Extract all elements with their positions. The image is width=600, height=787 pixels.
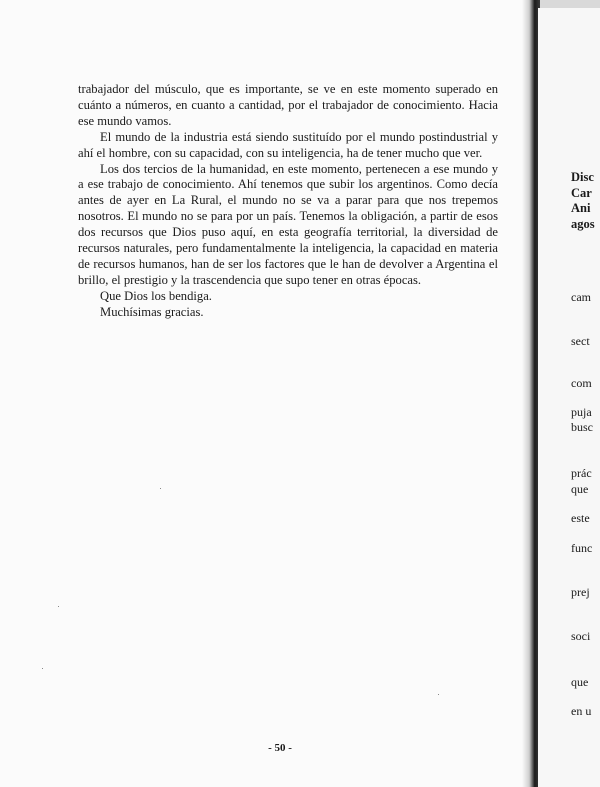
scan-speck [58, 606, 59, 607]
right-line-fragment: este [571, 511, 590, 525]
heading-fragment: agos [571, 216, 595, 231]
right-line-fragment: sect [571, 334, 590, 348]
right-page [538, 8, 600, 787]
right-line-fragment: que [571, 675, 589, 689]
right-line-fragment: soci [571, 629, 591, 643]
heading-fragment: Car [571, 185, 592, 200]
paragraph-1: trabajador del músculo, que es importante, se ve en este momento superado en cuánto a números, en cuanto a cantidad, por el trabajador de conocimiento. Hacia ese mundo vamos. [78, 82, 498, 128]
right-line-fragment: en u [571, 704, 592, 718]
right-line-fragment: cam [571, 290, 591, 304]
scan-speck [160, 488, 161, 489]
right-line-fragment: prác [571, 466, 592, 480]
page-number: - 50 - [268, 742, 292, 754]
right-line-fragment: busc [571, 420, 593, 434]
paragraph-blessing: Que Dios los bendiga. [100, 288, 212, 303]
right-line-fragment: puja [571, 405, 592, 419]
paragraph-2: El mundo de la industria está siendo sustituído por el mundo postindustrial y ahí el hombre, con su capacidad, con su inteligencia, ha de tener mucho que ver. [78, 129, 498, 160]
scan-speck [438, 694, 439, 695]
heading-fragment: Disc [571, 170, 594, 184]
right-line-fragment: que [571, 482, 589, 496]
right-line-fragment: prej [571, 585, 590, 599]
right-page-heading [571, 170, 595, 232]
heading-fragment: Ani [571, 201, 591, 215]
paragraph-3: Los dos tercios de la humanidad, en este momento, pertenecen a ese mundo y a ese trabajo de conocimiento. Ahí tenemos que subir los argentinos. Como decía antes de ayer en La Rural, el mundo no se va a parar para que nos trepemos nosotros. El mundo no se para por un país. Tenemos la obligación, a partir de esos dos recursos que Dios puso aquí, en esta geografía territorial, la diversidad de recursos naturales, pero fundamentalmente la inteligencia, la capacidad en materia de recursos humanos, han de ser los factores que le han de devolver a Argentina el brillo, el prestigio y la trascendencia que supo tener en otras épocas. [78, 161, 498, 287]
scan-speck [42, 668, 43, 669]
paragraph-thanks: Muchísimas gracias. [100, 304, 204, 319]
right-line-fragment: com [571, 376, 592, 390]
speech-body-text [78, 82, 498, 321]
right-line-fragment: func [571, 541, 593, 555]
